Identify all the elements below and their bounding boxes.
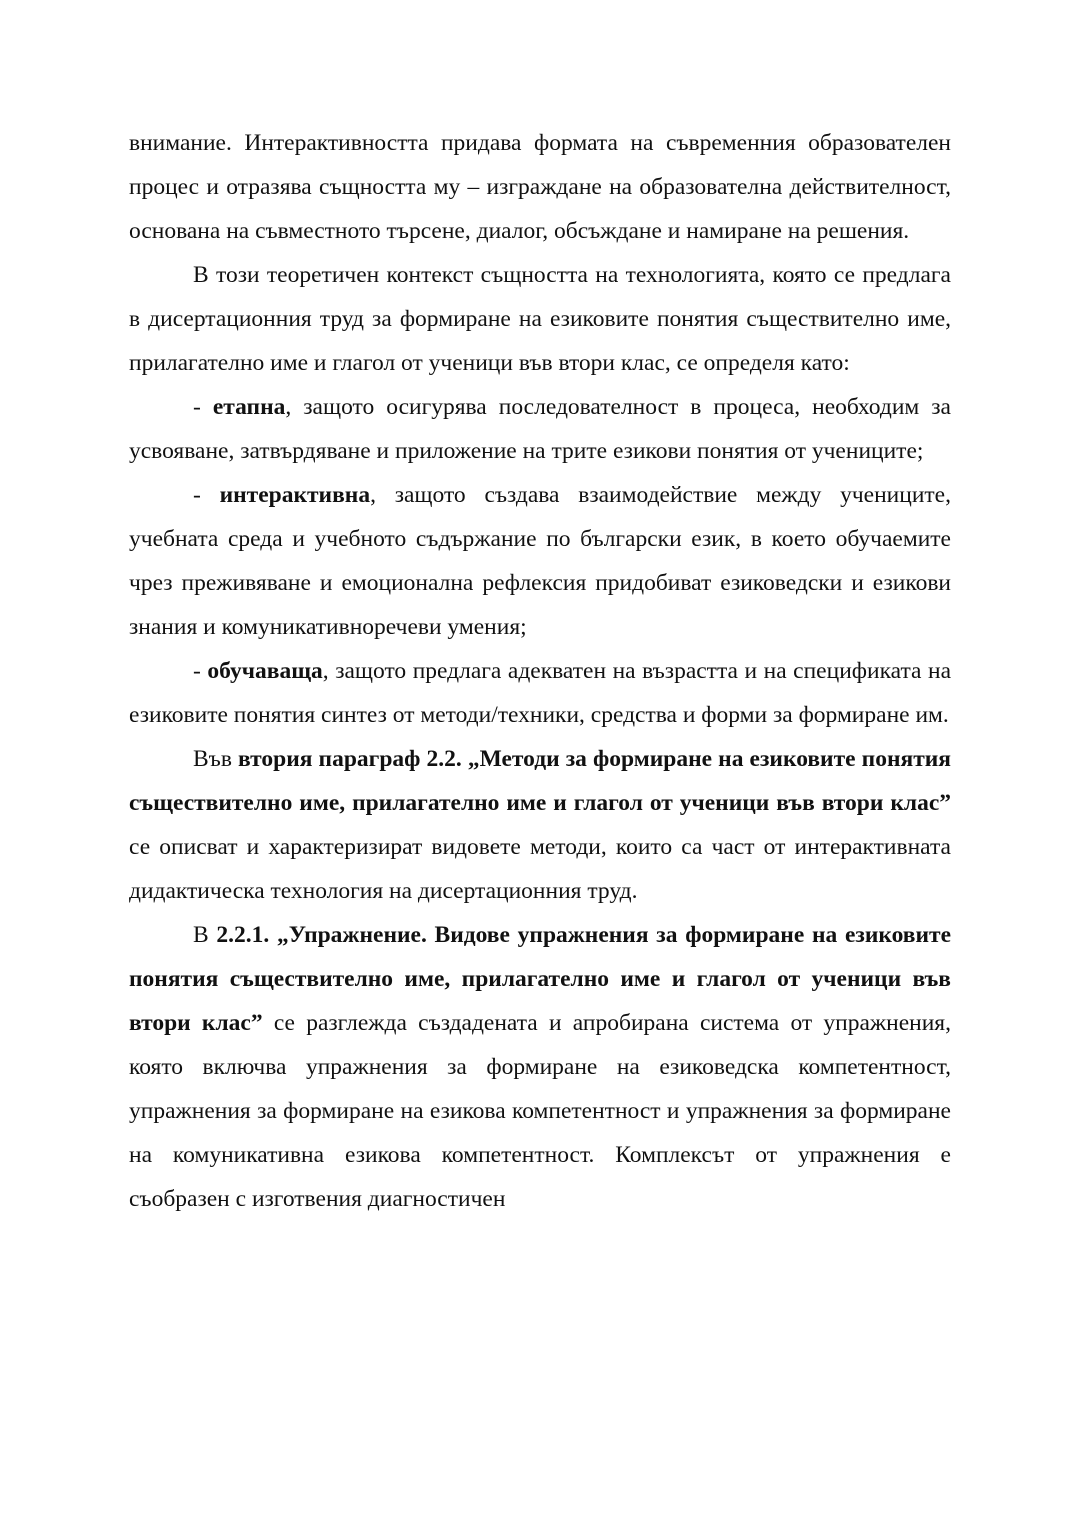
paragraph-continuation: внимание. Интерактивността придава формата на съвременния образователен процес и отразява същността му – изграждане на образователна действителност, основана на съвместното търсене, диалог, обсъждане и намиране на решения.: [129, 130, 951, 244]
list-dash: -: [193, 658, 208, 684]
list-item-text: , защото осигурява последователност в процеса, необходим за усвояване, затвърдяване и приложение на трите езикови понятия от учениците;: [129, 394, 951, 464]
section-title-2-2-1: 2.2.1. „Упражнение. Видове упражнения за формиране на езиковите понятия съществително име, прилагателно име и глагол от ученици във втори клас”: [129, 922, 951, 1036]
list-item-text: , защото предлага адекватен на възрастта и на спецификата на езиковите понятия синтез от методи/техники, средства и форми за формиране им.: [129, 658, 952, 728]
paragraph-technology-essence: В този теоретичен контекст същността на технологията, която се предлага в дисертационния труд за формиране на езиковите понятия съществително име, прилагателно име и глагол от ученици във втори клас, се определя като:: [129, 262, 951, 376]
list-dash: -: [193, 394, 213, 420]
paragraph-text: се описват и характеризират видовете методи, които са част от интерактивната дидактическа технология на дисертационния труд.: [129, 834, 951, 904]
term-interactive: интерактивна: [219, 482, 371, 508]
list-item-teaching: [129, 649, 951, 737]
paragraph-section-2-2: [129, 737, 951, 913]
list-item-staged: [129, 385, 951, 473]
list-item-interactive: [129, 473, 951, 649]
paragraph-section-2-2-1: [129, 913, 951, 1221]
term-teaching: обучаваща: [207, 658, 323, 684]
list-item-text: , защото създава взаимодействие между учениците, учебната среда и учебното съдържание по български език, в което обучаемите чрез преживяване и емоционална рефлексия придобиват езиковедски и езикови знания и комуникативноречеви умения;: [129, 482, 951, 640]
document-body: [129, 121, 951, 1221]
section-title-2-2: втория параграф 2.2. „Методи за формиране на езиковите понятия съществително име, прилагателно име и глагол от ученици във втори клас”: [129, 746, 952, 816]
list-dash: -: [193, 482, 220, 508]
term-staged: етапна: [212, 394, 286, 420]
paragraph-text: се разглежда създадената и апробирана система от упражнения, която включва упражнения за формиране на езиковедска компетентност, упражнения за формиране на езикова компетентност и упражнения за формиране на комуникативна езикова компетентност. Комплексът от упражнения е съобразен с изготвения диагностичен: [129, 1010, 951, 1212]
paragraph-lead: Във: [193, 746, 239, 772]
paragraph-lead: В: [193, 922, 217, 948]
